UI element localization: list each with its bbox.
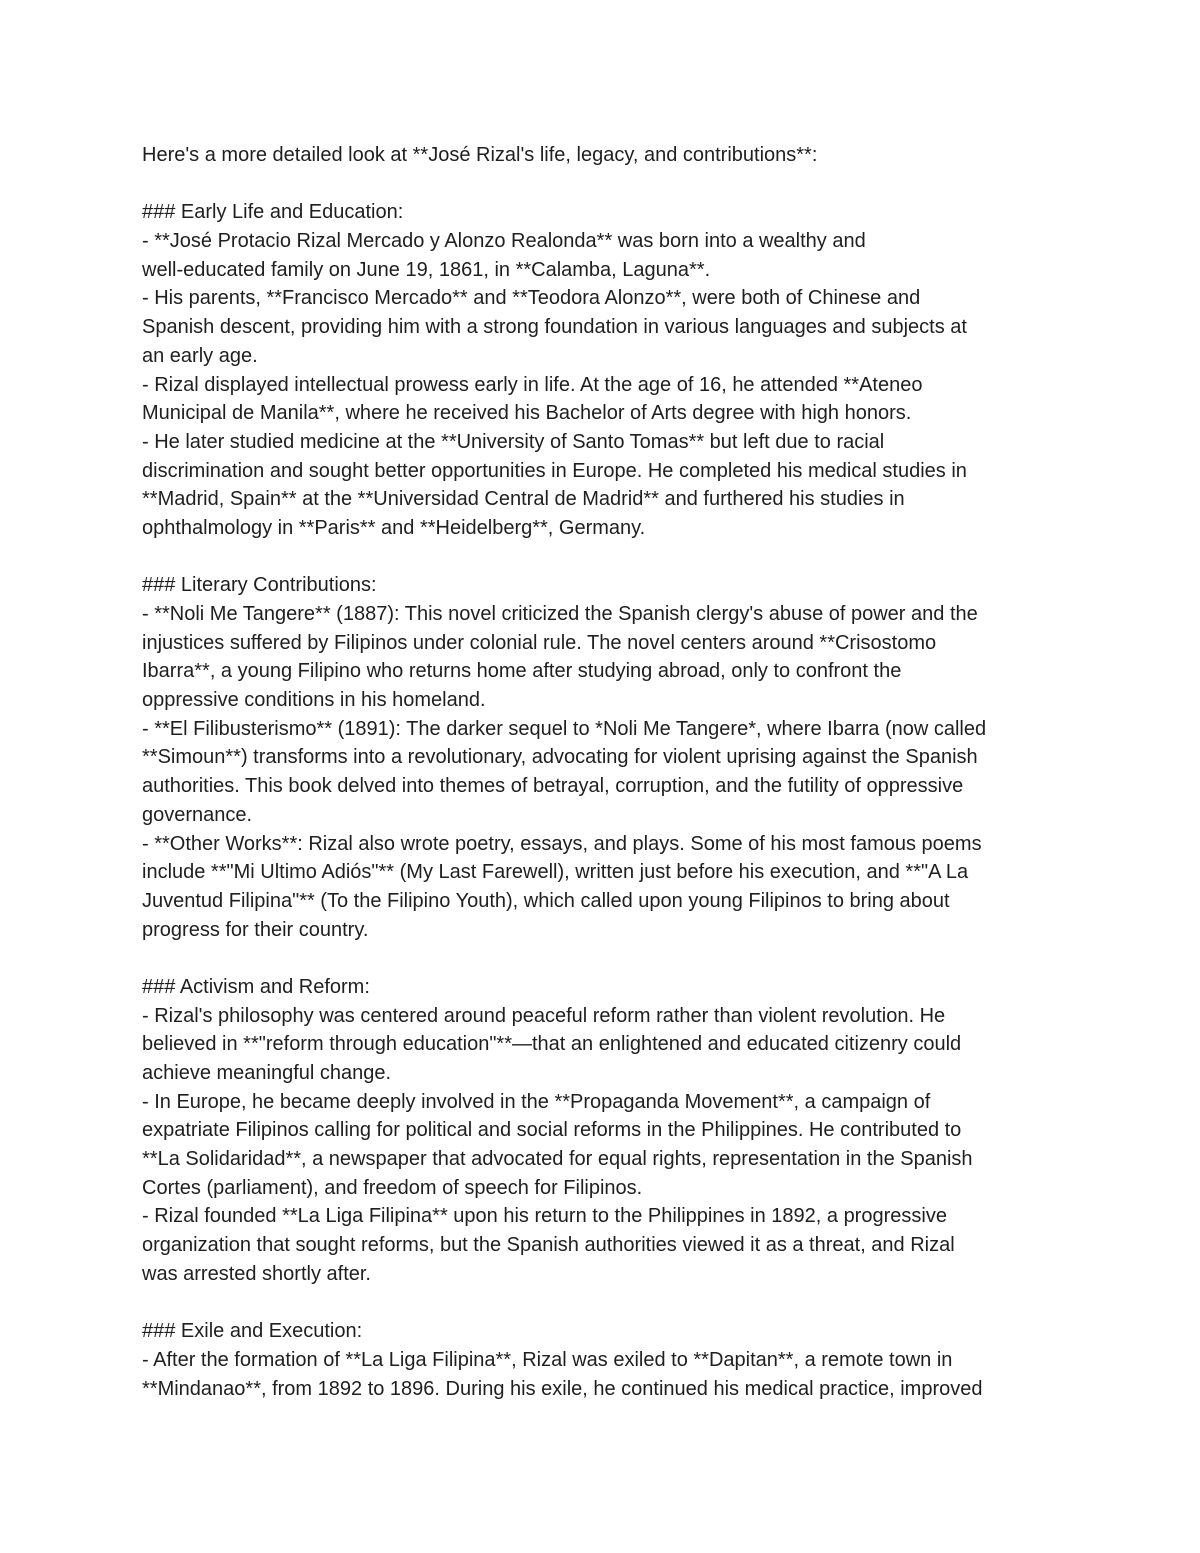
text-line: - After the formation of **La Liga Filipina**, Rizal was exiled to **Dapitan**, a remote town in: [142, 1348, 953, 1371]
section-heading-activism: ### Activism and Reform:: [142, 975, 370, 998]
text-line: **Simoun**) transforms into a revolutionary, advocating for violent uprising against the Spanish: [142, 746, 978, 769]
text-line: **Madrid, Spain** at the **Universidad Central de Madrid** and furthered his studies in: [142, 488, 905, 511]
text-line: an early age.: [142, 344, 258, 367]
text-line: oppressive conditions in his homeland.: [142, 689, 486, 712]
text-line: - **Other Works**: Rizal also wrote poetry, essays, and plays. Some of his most famous poems: [142, 832, 982, 855]
section-heading-exile: ### Exile and Execution:: [142, 1320, 363, 1343]
text-line: **La Solidaridad**, a newspaper that advocated for equal rights, representation in the Spanish: [142, 1148, 973, 1171]
text-line: Ibarra**, a young Filipino who returns home after studying abroad, only to confront the: [142, 660, 902, 683]
text-line: **Mindanao**, from 1892 to 1896. During his exile, he continued his medical practice, improved: [142, 1377, 983, 1400]
text-line: discrimination and sought better opportunities in Europe. He completed his medical studies in: [142, 459, 967, 482]
text-line: organization that sought reforms, but the Spanish authorities viewed it as a threat, and Rizal: [142, 1234, 955, 1257]
text-line: include **"Mi Ultimo Adiós"** (My Last Farewell), written just before his execution, and **"A La: [142, 861, 969, 884]
text-line: believed in **"reform through education"**—that an enlightened and educated citizenry could: [142, 1033, 962, 1056]
document-page: [142, 141, 1077, 1403]
text-line: Municipal de Manila**, where he received his Bachelor of Arts degree with high honors.: [142, 402, 912, 425]
text-line: governance.: [142, 803, 253, 826]
text-line: - His parents, **Francisco Mercado** and **Teodora Alonzo**, were both of Chinese and: [142, 287, 921, 310]
text-line: - Rizal founded **La Liga Filipina** upon his return to the Philippines in 1892, a progressive: [142, 1205, 947, 1228]
text-line: - Rizal displayed intellectual prowess early in life. At the age of 16, he attended **Ateneo: [142, 373, 923, 396]
intro-line: Here's a more detailed look at **José Rizal's life, legacy, and contributions**:: [142, 144, 818, 166]
text-line: - He later studied medicine at the **University of Santo Tomas** but left due to racial: [142, 430, 885, 453]
text-line: Juventud Filipina"** (To the Filipino Youth), which called upon young Filipinos to bring about: [142, 889, 950, 912]
text-line: Cortes (parliament), and freedom of speech for Filipinos.: [142, 1176, 643, 1199]
text-line: Spanish descent, providing him with a strong foundation in various languages and subjects at: [142, 316, 967, 339]
text-line: injustices suffered by Filipinos under colonial rule. The novel centers around **Crisostomo: [142, 631, 937, 654]
text-line: achieve meaningful change.: [142, 1062, 392, 1084]
text-line: ophthalmology in **Paris** and **Heidelberg**, Germany.: [142, 516, 646, 539]
text-line: - Rizal's philosophy was centered around peaceful reform rather than violent revolution. He: [142, 1004, 946, 1027]
text-line: - **El Filibusterismo** (1891): The darker sequel to *Noli Me Tangere*, where Ibarra (now called: [142, 717, 987, 740]
text-line: well-educated family on June 19, 1861, in **Calamba, Laguna**.: [142, 258, 711, 281]
text-line: authorities. This book delved into themes of betrayal, corruption, and the futility of oppressive: [142, 775, 964, 798]
text-line: - **José Protacio Rizal Mercado y Alonzo Realonda** was born into a wealthy and: [142, 230, 866, 253]
spacer: [142, 1289, 1077, 1318]
spacer: [142, 170, 1077, 199]
section-heading-literary: ### Literary Contributions:: [142, 574, 377, 597]
section-heading-early-life: ### Early Life and Education:: [142, 201, 404, 224]
text-line: expatriate Filipinos calling for political and social reforms in the Philippines. He contributed to: [142, 1119, 962, 1142]
text-line: - In Europe, he became deeply involved in the **Propaganda Movement**, a campaign of: [142, 1090, 931, 1113]
text-line: was arrested shortly after.: [142, 1262, 371, 1285]
spacer: [142, 944, 1077, 973]
spacer: [142, 543, 1077, 572]
text-line: - **Noli Me Tangere** (1887): This novel criticized the Spanish clergy's abuse of power and the: [142, 603, 978, 625]
text-line: progress for their country.: [142, 918, 369, 941]
